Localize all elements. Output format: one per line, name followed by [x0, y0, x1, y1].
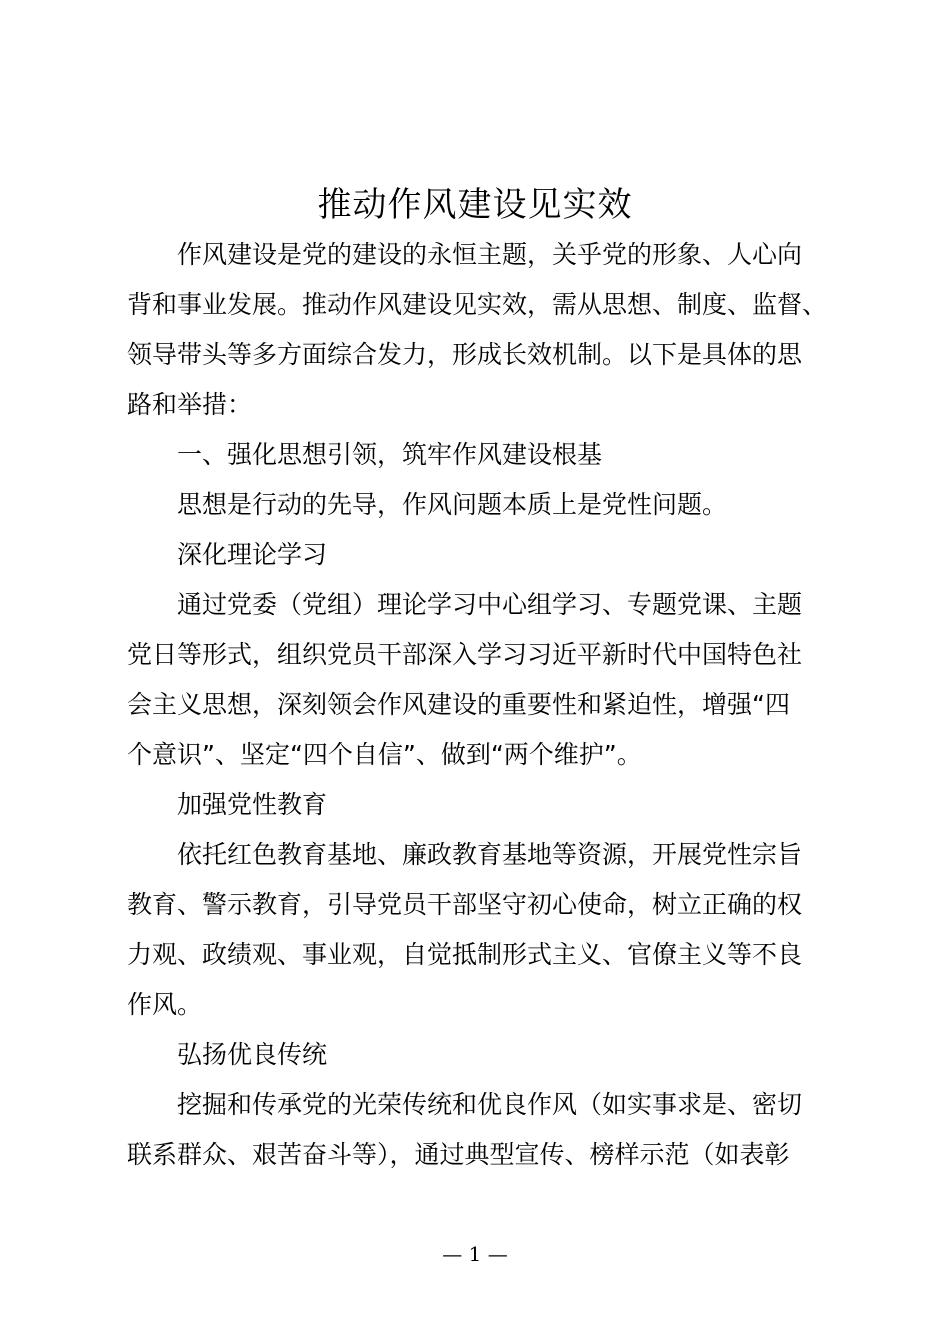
body-line: 思想是行动的先导，作风问题本质上是党性问题。	[177, 490, 728, 519]
body-line: 力观、政绩观、事业观，自觉抵制形式主义、官僚主义等不良	[127, 940, 803, 969]
body-line: 作风建设是党的建设的永恒主题，关乎党的形象、人心向	[177, 240, 803, 269]
body-line: 教育、警示教育，引导党员干部坚守初心使命，树立正确的权	[127, 890, 803, 919]
body-line: 作风。	[127, 990, 203, 1019]
body-line: 个意识”、坚定“四个自信”、做到“两个维护”。	[127, 740, 642, 769]
body-line: 依托红色教育基地、廉政教育基地等资源，开展党性宗旨	[177, 840, 803, 869]
body-line: 通过党委（党组）理论学习中心组学习、专题党课、主题	[177, 590, 803, 619]
body-line: 路和举措：	[127, 390, 253, 419]
section-heading: 一、强化思想引领，筑牢作风建设根基	[177, 440, 603, 469]
body-line: 挖掘和传承党的光荣传统和优良作风（如实事求是、密切	[177, 1090, 803, 1119]
body-line: 会主义思想，深刻领会作风建设的重要性和紧迫性，增强“四	[127, 690, 790, 719]
subsection-heading: 深化理论学习	[177, 540, 328, 569]
document-title: 推动作风建设见实效	[317, 185, 633, 225]
body-line: 联系群众、艰苦奋斗等），通过典型宣传、榜样示范（如表彰	[127, 1140, 790, 1169]
body-line: 背和事业发展。推动作风建设见实效，需从思想、制度、监督、	[127, 290, 828, 319]
body-line: 领导带头等多方面综合发力，形成长效机制。以下是具体的思	[127, 340, 803, 369]
page-number: — 1 —	[442, 1242, 508, 1266]
body-line: 党日等形式，组织党员干部深入学习习近平新时代中国特色社	[127, 640, 803, 669]
subsection-heading: 弘扬优良传统	[177, 1040, 328, 1069]
subsection-heading: 加强党性教育	[177, 790, 328, 819]
